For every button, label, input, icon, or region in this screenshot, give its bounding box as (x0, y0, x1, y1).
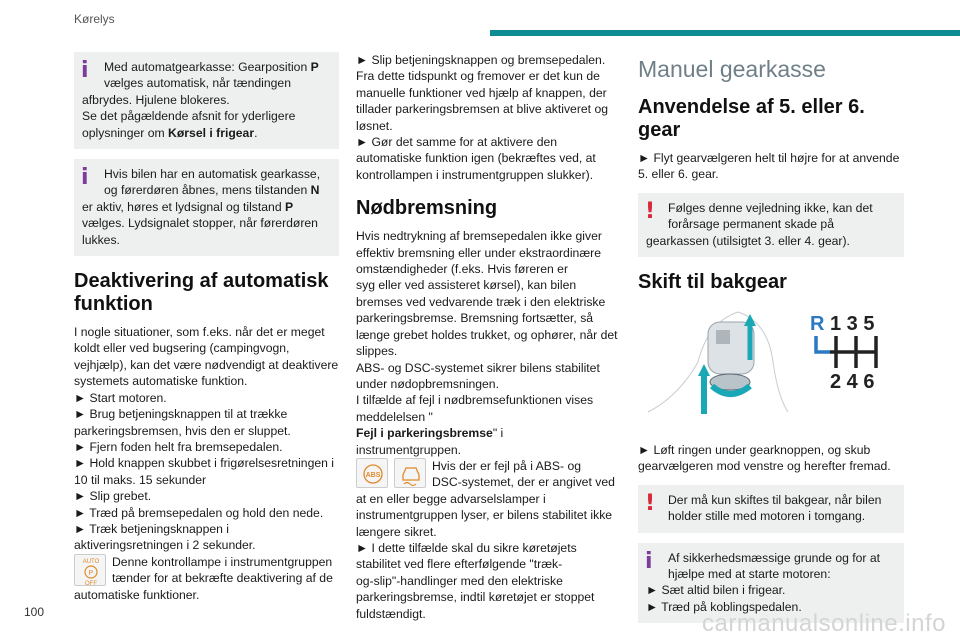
text-line: 5. eller 6. gear. (638, 167, 719, 182)
text-line: I nogle situationer, som f.eks. når det er meget (74, 325, 325, 340)
text-line: ► Slip betjeningsknappen og bremsepedalen. (356, 53, 606, 67)
text-line: systemets automatiske funktion. (74, 374, 248, 389)
text: " i (492, 426, 504, 441)
abs-icon-label: ABS (365, 471, 381, 479)
text: Med automatgearkasse: Gearposition (104, 60, 311, 74)
reverse-gear-illustration (638, 302, 904, 430)
text: tænder for at bekræfte deaktivering af de (112, 571, 333, 586)
text: lukkes. (82, 232, 120, 247)
release-steps (356, 52, 621, 183)
text: Hvis bilen har en automatisk gearkasse, (104, 167, 321, 182)
text: Af sikkerhedsmæssige grunde og for at (668, 550, 881, 565)
text-line: ► Løft ringen under gearknoppen, og skub (638, 443, 871, 458)
text-line: gearvælgeren mod venstre og herefter fremad. (638, 459, 891, 474)
text-line: og-slip"-handlinger med den elektriske (356, 573, 563, 588)
dsc-warning-icon (394, 458, 426, 488)
header-accent-bar (490, 30, 960, 36)
message-line (356, 425, 621, 441)
abs-dsc-row (356, 458, 621, 491)
auto-icon-top-label: AUTO (82, 558, 100, 565)
text: vælges. Lydsignalet stopper, når førerdøren (82, 216, 318, 231)
text-line: slippes. (356, 344, 398, 359)
text: oplysninger om (82, 125, 169, 140)
text: gearkassen (utilsigtet 3. eller 4. gear). (646, 233, 850, 248)
gear-shift-pattern (806, 312, 896, 392)
text-line: løsnet. (356, 118, 393, 133)
text-line: 10 til maks. 15 sekunder (74, 472, 207, 487)
text-line: ► Slip grebet. (74, 489, 152, 504)
text: . (254, 125, 258, 140)
text: instrumentgruppen. (356, 442, 462, 457)
text-line: ► Hold knappen skubbet i frigørelsesretningen i (74, 456, 335, 471)
text-line: at en eller begge advarselslamper i (356, 491, 546, 506)
abs-warning-icon (356, 458, 388, 488)
text: hjælpe med at starte motoren: (668, 567, 831, 582)
text-line: ► Fjern foden helt fra bremsepedalen. (74, 439, 283, 454)
text: Denne kontrollampe i instrumentgruppen (112, 554, 333, 569)
text-line: ► Træd på bremsepedalen og hold den nede. (74, 505, 324, 520)
text-line: parkeringsbremse. Bremsning fortsætter, så (356, 311, 594, 326)
text: Følges denne vejledning ikke, kan det (668, 200, 873, 215)
text-line: ► Start motoren. (74, 390, 167, 405)
text-line: manuelle funktioner ved hjælp af knappen, der (356, 85, 607, 100)
text: og førerdøren åbnes, mens tilstanden (104, 183, 311, 198)
text-line: ► Flyt gearvælgeren helt til højre for at anvende (638, 151, 900, 165)
text-bold: P (285, 199, 294, 214)
auto-off-row (74, 554, 339, 587)
info-icon: i (81, 58, 89, 83)
text-line: aktiveringsretningen i 2 sekunder. (74, 538, 256, 553)
reverse-instructions (638, 442, 904, 475)
text-line: tillader parkeringsbremsen at blive aktiveret og (356, 102, 608, 117)
text-line: I tilfælde af fejl i nødbremsefunktionen vises (356, 393, 594, 408)
text-line: ABS- og DSC-systemet sikrer bilens stabilitet (356, 360, 600, 375)
warning-icon: ! (645, 490, 656, 516)
text-line: fuldstændigt. (356, 606, 426, 621)
text-line: ► Gør det samme for at aktivere den (356, 135, 558, 150)
auto-icon-bottom-label: OFF (85, 580, 97, 587)
text: Hvis der er fejl på i ABS- og (432, 458, 582, 473)
text: ► Træd på koblingspedalen. (646, 599, 802, 614)
info-icon: i (645, 548, 653, 574)
text: holder stille med motoren i tomgang. (668, 509, 866, 524)
text: ► Sæt altid bilen i frigear. (646, 583, 786, 598)
text-line: under nødopbremsningen. (356, 376, 499, 391)
text-line: omstændigheder (f.eks. Hvis føreren er (356, 262, 569, 277)
text: Der må kun skiftes til bakgear, når bilen (668, 492, 882, 507)
section-heading-5th-6th-gear: Anvendelse af 5. eller 6. gear (638, 96, 865, 141)
text-line: bremses ved vedvarende træk i den elektriske (356, 294, 606, 309)
section-heading-reverse-gear: Skift til bakgear (638, 271, 787, 294)
text-line: koldt eller ved bugsering (campingvogn, (74, 341, 290, 356)
text-line: parkeringsbremse, indtil køretøjet er stoppet (356, 590, 595, 605)
emergency-text (356, 228, 621, 425)
text: forårsage permanent skade på (668, 217, 834, 232)
text-line: automatiske funktion igen (bekræftes ved, at (356, 151, 596, 166)
text-line: Fra dette tidspunkt og fremover er det kun de (356, 69, 600, 84)
section-heading-emergency-braking: Nødbremsning (356, 197, 498, 220)
header-title: Kørelys (74, 12, 115, 26)
svg-text:P: P (88, 569, 94, 577)
text-line: kontrollampen i instrumentgruppen slukker). (356, 167, 594, 182)
text-line: længe grebet holdes trukket, og ophører, når det (356, 327, 618, 342)
column-right (638, 52, 904, 633)
text-line: vejhjælp), kan det være nødvendigt at deaktivere (74, 357, 339, 372)
link-reference: Kørsel i frigear (168, 125, 255, 140)
deactivation-steps (74, 324, 339, 554)
text-bold: N (310, 183, 320, 198)
text: afbrydes. Hjulene blokeres. (82, 92, 230, 107)
warning-icon: ! (645, 198, 656, 224)
text: DSC-systemet, der er angivet ved (432, 475, 615, 490)
text-line: længere sikret. (356, 524, 437, 539)
column-left (74, 52, 339, 603)
gear-instructions (638, 150, 904, 183)
text-line: syg eller ved assisteret kørsel), kan bilen (356, 278, 577, 293)
watermark: carmanualsonline.info (702, 610, 946, 637)
info-icon: i (81, 165, 89, 191)
warning-box-gear (638, 193, 904, 257)
text-line: ► Træk betjeningsknappen i (74, 521, 230, 536)
gear-bottom-row: 2 4 6 (830, 371, 875, 393)
info-box-automatic-gearbox (74, 52, 339, 149)
section-heading-deactivation: Deaktivering af automatisk funktion (74, 270, 329, 316)
page-number: 100 (24, 605, 45, 619)
page-section-title: Manuel gearkasse (638, 56, 826, 82)
text-line: effektiv bremsning eller under ekstraordinære (356, 245, 601, 260)
auto-off-warning-icon (74, 554, 106, 586)
text: Se det pågældende afsnit for yderligere (82, 109, 296, 124)
column-middle (356, 52, 621, 622)
gear-top-row: 1 3 5 (830, 313, 875, 336)
reverse-label: R (810, 313, 825, 336)
text-line: instrumentgruppen lyser, er bilens stabilitet ikke (356, 508, 613, 523)
text-bold: P (310, 60, 319, 74)
text: automatiske funktioner. (74, 587, 200, 602)
text: er aktiv, høres et lydsignal og tilstand (82, 199, 285, 214)
warning-box-reverse (638, 485, 904, 533)
text-line: stabilitet ved flere efterfølgende "træk- (356, 557, 563, 572)
text: vælges automatisk, når tændingen (104, 76, 291, 91)
text-line: parkeringsbremsen, hvis den er sluppet. (74, 423, 291, 438)
text-line: ► I dette tilfælde skal du sikre køretøjets (356, 540, 577, 555)
text-line: meddelelsen " (356, 409, 433, 424)
text-line: Hvis nedtrykning af bremsepedalen ikke giver (356, 229, 602, 244)
text-line: ► Brug betjeningsknappen til at trække (74, 407, 288, 422)
abs-failure-text (356, 491, 621, 622)
info-box-door-open (74, 159, 339, 256)
message-bold: Fejl i parkeringsbremse (356, 426, 493, 441)
